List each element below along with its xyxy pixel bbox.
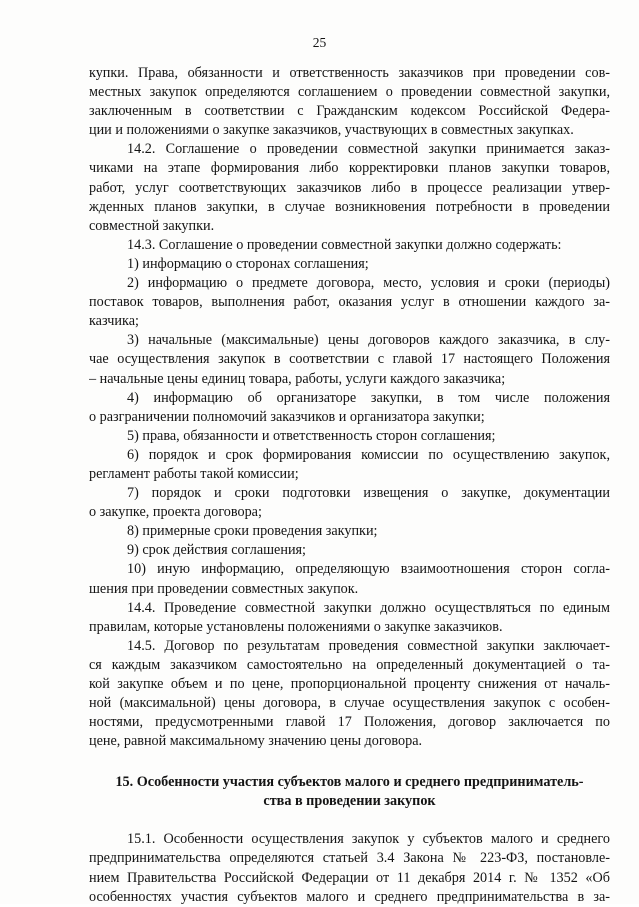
text-line: ностями, предусмотренными главой 17 Положения, договор заключается по (89, 714, 610, 731)
text-line: нием Правительства Российской Федерации от 11 декабря 2014 г. № 1352 «Об (89, 869, 610, 886)
text-line: местных закупок определяются соглашением о проведении совместной закупки, (89, 84, 610, 101)
text-line: 6) порядок и срок формирования комиссии по осуществлению закупок, (127, 446, 610, 463)
text-line: 15.1. Особенности осуществления закупок у субъектов малого и среднего (127, 831, 610, 848)
spacer (89, 811, 610, 830)
section-14-text (89, 64, 610, 751)
text-line: 2) информацию о предмете договора, место, условия и сроки (периоды) (127, 275, 610, 292)
text-line: – начальные цены единиц товара, работы, услуги каждого заказчика; (89, 370, 506, 387)
text-line: цене, равной максимальному значению цены договора. (89, 733, 423, 750)
text-line: 8) примерные сроки проведения закупки; (127, 523, 378, 540)
body-text (89, 64, 610, 907)
text-line: правилам, которые установлены положениями о закупке заказчиков. (89, 618, 503, 635)
text-line: 5) права, обязанности и ответственность сторон соглашения; (127, 427, 496, 444)
text-line: 7) порядок и сроки подготовки извещения о закупке, документации (127, 485, 610, 502)
text-line: о разграничении полномочий заказчиков и организатора закупки; (89, 408, 485, 425)
text-line: ной (максимальной) цены договора, в случае осуществления закупок с особен- (89, 695, 610, 712)
text-line: поставок товаров, выполнения работ, оказания услуг в отношении каждого за- (89, 294, 610, 311)
text-line: заключенным в соответствии с Гражданским кодексом Российской Федера- (89, 103, 610, 120)
text-line: особенностях участия субъектов малого и среднего предпринимательства в за- (89, 888, 610, 905)
text-line: регламент работы такой комиссии; (89, 465, 299, 482)
text-line: ции и положениями о закупке заказчиков, участвующих в совместных закупках. (89, 122, 574, 139)
text-line: казчика; (89, 313, 139, 330)
text-line: 14.4. Проведение совместной закупки должно осуществляться по единым (127, 599, 610, 616)
text-line: 9) срок действия соглашения; (127, 542, 306, 559)
text-line: купки. Права, обязанности и ответственность заказчиков при проведении сов- (89, 65, 610, 81)
section-15-text (89, 830, 610, 906)
text-line: о закупке, проекта договора; (89, 504, 262, 521)
text-line: 1) информацию о сторонах соглашения; (127, 255, 369, 272)
text-line: жденных планов закупки, в случае возникновения потребности в проведении (89, 198, 610, 215)
text-line: чае осуществления закупок в соответствии с главой 17 настоящего Положения (89, 351, 610, 368)
text-line: работ, услуг соответствующих заказчиков либо в процессе реализации утвер- (89, 179, 610, 196)
text-line: совместной закупки. (89, 217, 215, 234)
text-line: предпринимательства определяются статьей 3.4 Закона № 223-ФЗ, постановле- (89, 850, 610, 867)
text-line: 14.2. Соглашение о проведении совместной закупки принимается заказ- (127, 141, 610, 158)
text-line: 3) начальные (максимальные) цены договоров каждого заказчика, в слу- (127, 332, 610, 349)
text-line: 4) информацию об организаторе закупки, в том числе положения (127, 389, 610, 406)
text-line: 10) иную информацию, определяющую взаимоотношения сторон согла- (127, 561, 610, 578)
text-line: 14.5. Договор по результатам проведения совместной закупки заключает- (127, 637, 610, 654)
text-line: ся каждым заказчиком самостоятельно на определенный документацией о та- (89, 656, 610, 673)
section-heading-line-1: 15. Особенности участия субъектов малого и среднего предприниматель- (115, 774, 584, 791)
spacer (89, 751, 610, 773)
text-line: кой закупке объем и по цене, пропорциональной проценту снижения от началь- (89, 676, 610, 692)
text-line: чиками на этапе формирования либо корректировки планов закупки товаров, (89, 160, 610, 177)
text-line: шения при проведении совместных закупок. (89, 580, 359, 597)
section-heading-line-2: ства в проведении закупок (263, 793, 436, 810)
text-line: 14.3. Соглашение о проведении совместной закупки должно содержать: (127, 236, 562, 253)
page-number: 25 (312, 35, 327, 50)
